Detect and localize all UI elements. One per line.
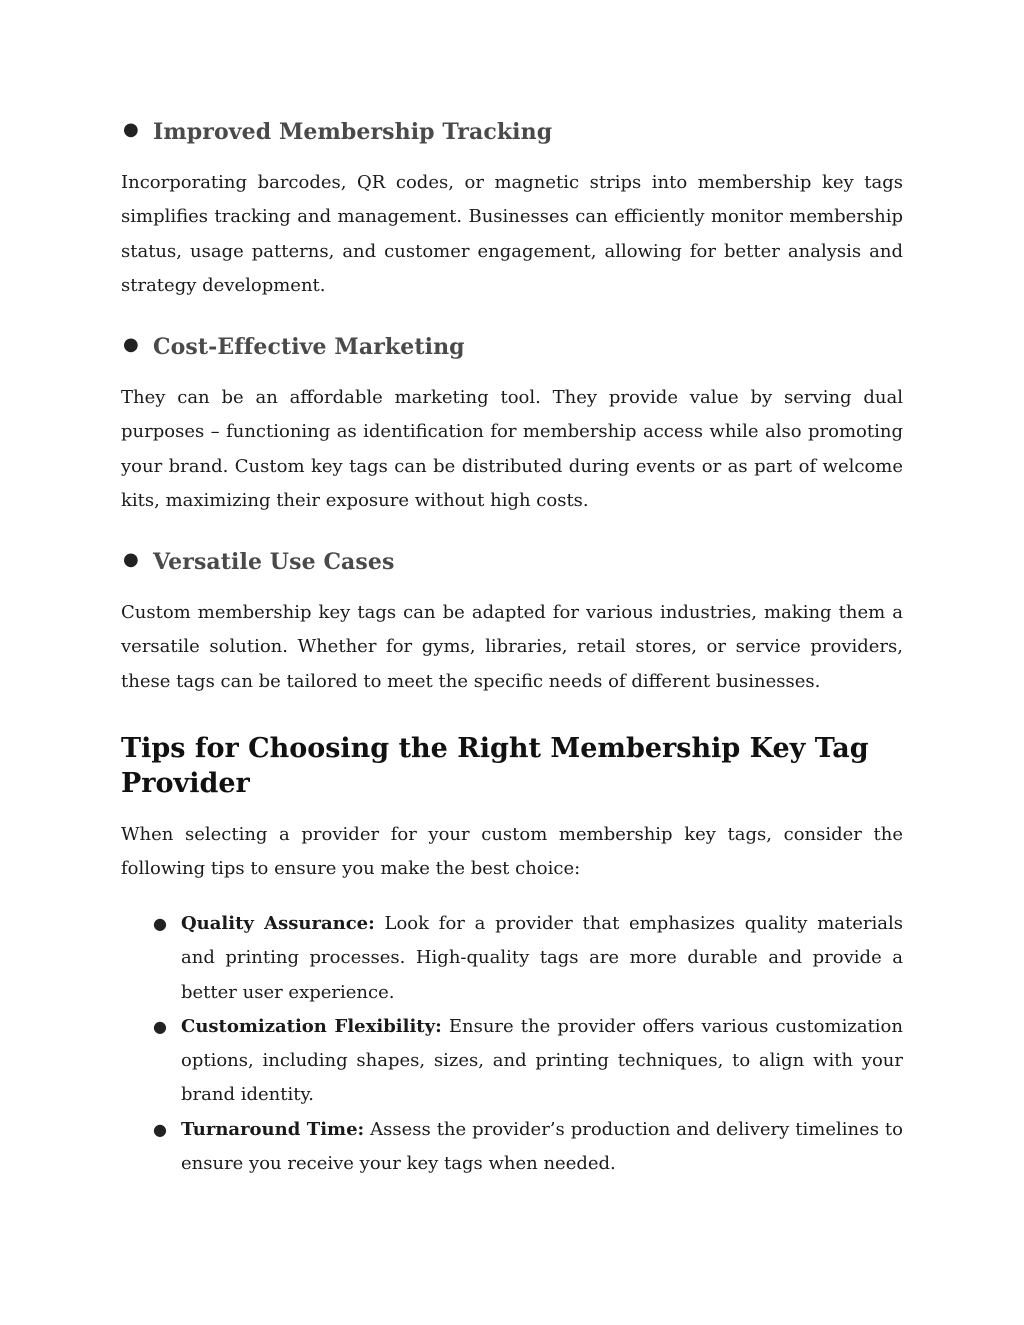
tip-term: Turnaround Time:	[181, 1118, 365, 1140]
bullet-icon: ●	[123, 549, 139, 570]
tips-intro-paragraph: When selecting a provider for your custom membership key tags, consider the following tips to ensure you make the best choice:	[121, 824, 903, 880]
tip-text: Look for a provider that emphasizes quality materials and printing processes. High-quality tags are more durable and provide a better user experience.	[181, 913, 903, 1003]
tip-item-quality-assurance	[121, 907, 903, 1010]
bullet-icon: ●	[123, 119, 139, 140]
bullet-icon: ●	[123, 334, 139, 355]
tip-text: Assess the provider’s production and delivery timelines to ensure you receive your key tags when needed.	[181, 1118, 904, 1175]
tips-list	[121, 907, 903, 1181]
section-paragraph-versatile-use-cases: Custom membership key tags can be adapted for various industries, making them a versatile solution. Whether for gyms, libraries, retail stores, or service providers, these tags can be tailored to meet the specific needs of different businesses.	[121, 602, 903, 692]
section-heading-text: Improved Membership Tracking	[153, 119, 553, 145]
tip-term: Customization Flexibility:	[181, 1015, 442, 1037]
tips-section-title: Tips for Choosing the Right Membership Key Tag Provider	[121, 733, 869, 799]
bullet-icon: ●	[153, 914, 167, 933]
bullet-icon: ●	[153, 1119, 167, 1139]
tip-item-turnaround-time	[121, 1113, 903, 1182]
tip-term: Quality Assurance:	[181, 913, 375, 934]
tip-text: Ensure the provider offers various customization options, including shapes, sizes, and printing techniques, to align with your brand identity.	[181, 1015, 903, 1106]
section-paragraph-membership-tracking: Incorporating barcodes, QR codes, or magnetic strips into membership key tags simplifies tracking and management. Businesses can efficiently monitor membership status, usage patterns, and customer engagement, allowing for better analysis and strategy development.	[121, 172, 903, 296]
section-heading-membership-tracking	[123, 119, 553, 145]
section-heading-text: Versatile Use Cases	[153, 549, 395, 575]
bullet-icon: ●	[153, 1016, 167, 1036]
section-heading-cost-effective-marketing	[123, 334, 465, 360]
section-paragraph-cost-effective-marketing: They can be an affordable marketing tool. They provide value by serving dual purposes – functioning as identification for membership access while also promoting your brand. Custom key tags can be distributed during events or as part of welcome kits, maximizing their exposure without high costs.	[121, 387, 903, 511]
section-heading-text: Cost-Effective Marketing	[153, 334, 465, 360]
tip-item-customization-flexibility	[121, 1010, 903, 1113]
section-heading-versatile-use-cases	[123, 549, 395, 575]
